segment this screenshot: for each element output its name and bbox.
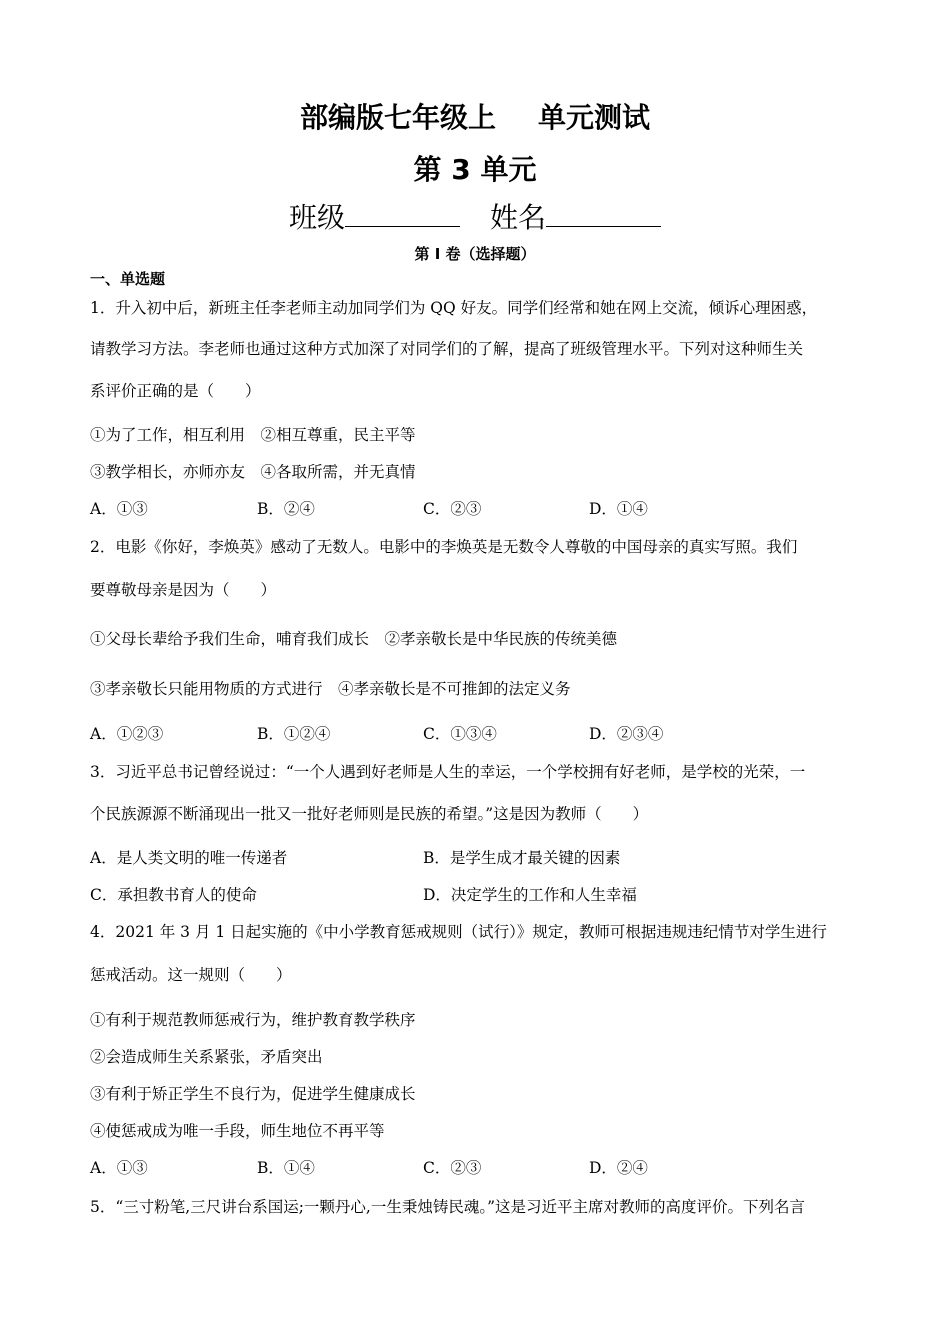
- question-4-option-c: C．②③: [423, 1159, 482, 1177]
- question-1-option-d: D．①④: [589, 500, 648, 518]
- question-4-item-2: ②会造成师生关系紧张，矛盾突出: [90, 1048, 323, 1066]
- question-1-line-2: 请教学习方法。李老师也通过这种方式加深了对同学们的了解，提高了班级管理水平。下列对这种师生关: [90, 340, 804, 358]
- title-left: 部编版七年级上: [299, 101, 496, 134]
- class-blank: [345, 200, 460, 227]
- question-4-option-d: D．②④: [589, 1159, 648, 1177]
- question-5-line-1: 5．“三寸粉笔,三尺讲台系国运;一颗丹心,一生秉烛铸民魂。”这是习近平主席对教师的高度评价。下列名言: [90, 1198, 806, 1216]
- question-2-item-1: ①父母长辈给予我们生命，哺育我们成长 ②孝亲敬长是中华民族的传统美德: [90, 630, 618, 648]
- question-2-line-1: 2．电影《你好，李焕英》感动了无数人。电影中的李焕英是无数令人尊敬的中国母亲的真实写照。我们: [90, 538, 798, 556]
- unit-title: 第 3 单元: [413, 153, 537, 186]
- question-4-item-4: ④使惩戒成为唯一手段，师生地位不再平等: [90, 1122, 385, 1140]
- question-2-item-2: ③孝亲敬长只能用物质的方式进行 ④孝亲敬长是不可推卸的法定义务: [90, 680, 571, 698]
- question-1-option-c: C．②③: [423, 500, 482, 518]
- question-2-option-d: D．②③④: [589, 725, 664, 743]
- class-label: 班级: [288, 201, 345, 234]
- question-1-item-1: ①为了工作，相互利用 ②相互尊重，民主平等: [90, 426, 416, 444]
- question-1-line-3: 系评价正确的是（ ）: [90, 382, 261, 400]
- question-2-line-2: 要尊敬母亲是因为（ ）: [90, 581, 277, 599]
- question-2-option-b: B．①②④: [257, 725, 331, 743]
- question-4-item-1: ①有利于规范教师惩戒行为，维护教育教学秩序: [90, 1011, 416, 1029]
- question-3-option-c: C．承担教书育人的使命: [90, 886, 257, 904]
- question-3-line-2: 个民族源源不断涌现出一批又一批好老师则是民族的希望。”这是因为教师（ ）: [90, 805, 649, 823]
- question-1-line-1: 1．升入初中后，新班主任李老师主动加同学们为 QQ 好友。同学们经常和她在网上交流，倾诉心理困惑，: [90, 299, 818, 317]
- question-3-option-b: B．是学生成才最关键的因素: [423, 849, 621, 867]
- question-1-option-b: B．②④: [257, 500, 315, 518]
- question-3-line-1: 3．习近平总书记曾经说过：“一个人遇到好老师是人生的幸运，一个学校拥有好老师，是学校的光荣，一: [90, 763, 806, 781]
- question-3-option-d: D．决定学生的工作和人生幸福: [423, 886, 637, 904]
- section-heading: 一、单选题: [90, 270, 166, 288]
- question-4-option-b: B．①④: [257, 1159, 315, 1177]
- name-blank: [546, 200, 661, 227]
- question-1-item-2: ③教学相长，亦师亦友 ④各取所需，并无真情: [90, 463, 416, 481]
- question-3-option-a: A．是人类文明的唯一传递者: [90, 849, 288, 867]
- question-2-option-c: C．①③④: [423, 725, 497, 743]
- question-4-line-1: 4．2021 年 3 月 1 日起实施的《中小学教育惩戒规则（试行）》规定，教师可根据违规违纪情节对学生进行: [90, 923, 827, 941]
- volume-heading: 第 I 卷（选择题）: [414, 245, 536, 263]
- question-1-option-a: A．①③: [90, 500, 148, 518]
- exam-title: [0, 96, 950, 136]
- class-name-line: [0, 196, 950, 236]
- question-2-option-a: A．①②③: [90, 725, 164, 743]
- question-4-option-a: A．①③: [90, 1159, 148, 1177]
- question-4-item-3: ③有利于矫正学生不良行为，促进学生健康成长: [90, 1085, 416, 1103]
- title-right: 单元测试: [538, 101, 651, 134]
- name-label: 姓名: [490, 201, 547, 234]
- question-4-line-2: 惩戒活动。这一规则（ ）: [90, 966, 292, 984]
